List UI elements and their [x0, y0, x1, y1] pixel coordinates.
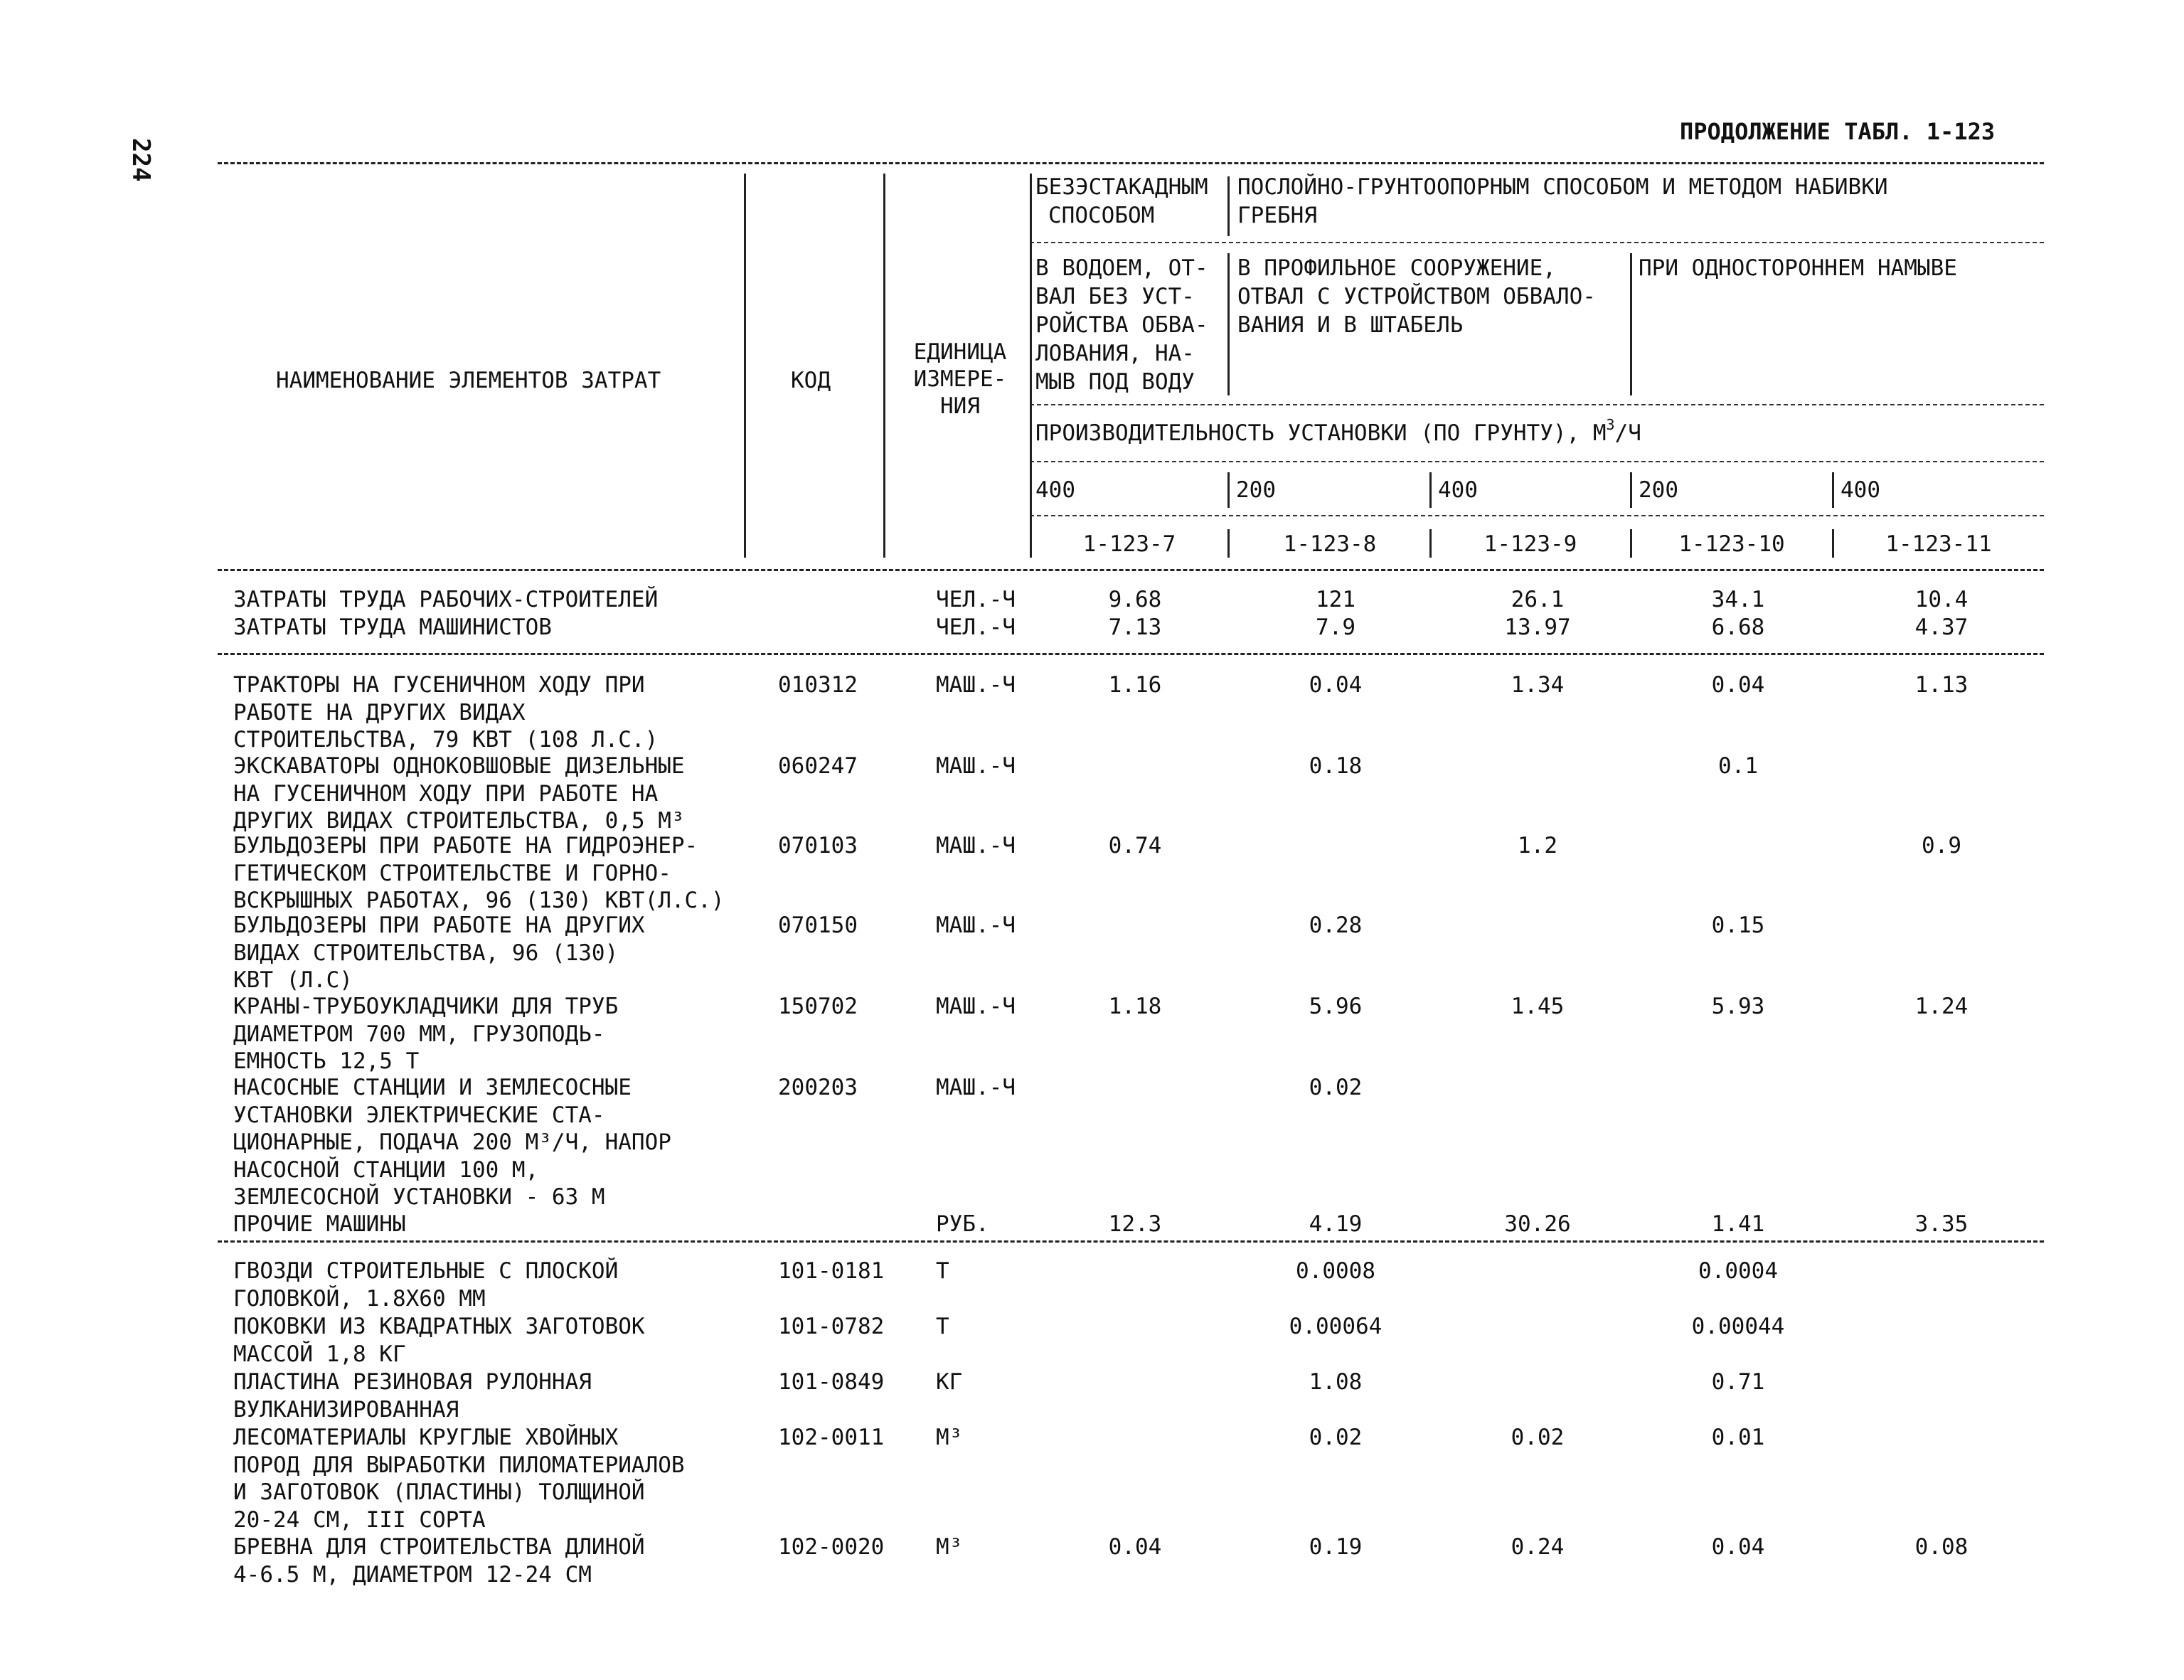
method2-line2: ГРЕБНЯ [1237, 203, 1317, 228]
dest2-line3: ВАНИЯ И В ШТАБЕЛЬ [1237, 312, 1464, 338]
row-value-1: 9.68 [1108, 587, 1162, 612]
row-value-2: 0.00064 [1289, 1314, 1383, 1339]
rate-code-5: 1-123-11 [1885, 531, 1992, 557]
row-unit: МАШ.-Ч [936, 753, 1016, 779]
row-name-line: ЦИОНАРНЫЕ, ПОДАЧА 200 М³/Ч, НАПОР [233, 1129, 671, 1156]
row-name: ЗАТРАТЫ ТРУДА МАШИНИСТОВ [233, 614, 552, 640]
row-unit: КГ [936, 1369, 963, 1395]
rate-code-2: 1-123-8 [1283, 531, 1377, 557]
row-name-line: ГВОЗДИ СТРОИТЕЛЬНЫЕ С ПЛОСКОЙ [233, 1258, 619, 1284]
row-value-3: 1.45 [1511, 994, 1565, 1019]
row-name-line: ДИАМЕТРОМ 700 ММ, ГРУЗОПОДЬ- [233, 1021, 605, 1047]
row-name-line: РАБОТЕ НА ДРУГИХ ВИДАХ [233, 699, 526, 725]
row-name-line: ЕМНОСТЬ 12,5 Т [233, 1048, 420, 1075]
method1-line2: СПОСОБОМ [1048, 203, 1155, 228]
rate-code-1: 1-123-7 [1082, 531, 1176, 557]
row-value-2: 7.9 [1316, 614, 1355, 640]
dest1-line1: В ВОДОЕМ, ОТ- [1035, 255, 1208, 281]
capacity-3: 400 [1438, 477, 1478, 503]
row-code: 102-0011 [778, 1425, 885, 1450]
row-value-4: 0.04 [1711, 1534, 1765, 1560]
row-value-2: 0.18 [1309, 753, 1363, 779]
row-unit: МАШ.-Ч [936, 913, 1016, 938]
row-name-line: СТРОИТЕЛЬСТВА, 79 КВТ (108 Л.С.) [233, 727, 659, 753]
header-rule-3 [1030, 461, 2044, 462]
dest2-line1: В ПРОФИЛЬНОЕ СООРУЖЕНИЕ, [1237, 255, 1556, 281]
row-value-4: 0.01 [1711, 1425, 1765, 1450]
row-unit: М³ [936, 1534, 963, 1560]
header-vline-dest1 [1227, 253, 1230, 395]
row-value-5: 0.9 [1922, 833, 1961, 858]
row-name-line: БРЕВНА ДЛЯ СТРОИТЕЛЬСТВА ДЛИНОЙ [233, 1534, 645, 1560]
row-value-5: 1.13 [1914, 672, 1969, 698]
row-value-2: 0.19 [1309, 1534, 1363, 1560]
row-name-line: ВУЛКАНИЗИРОВАННАЯ [233, 1396, 459, 1423]
header-vline-method [1227, 176, 1230, 236]
row-value-4: 0.04 [1711, 672, 1765, 698]
rate-code-3: 1-123-9 [1483, 531, 1577, 557]
row-name-line: ЗЕМЛЕСОСНОЙ УСТАНОВКИ - 63 М [233, 1184, 605, 1211]
labor-bottom-rule [218, 653, 2044, 655]
row-unit: МАШ.-Ч [936, 1075, 1016, 1100]
row-unit: ЧЕЛ.-Ч [936, 614, 1016, 640]
row-value-4: 6.68 [1711, 614, 1765, 640]
dest1-line2: ВАЛ БЕЗ УСТ- [1035, 284, 1195, 309]
row-value-3: 30.26 [1504, 1211, 1571, 1237]
row-unit: МАШ.-Ч [936, 672, 1016, 698]
row-value-3: 26.1 [1511, 587, 1565, 612]
capacity-5: 400 [1841, 477, 1880, 503]
row-value-5: 4.37 [1914, 614, 1969, 640]
header-vline-cap3 [1630, 472, 1632, 508]
row-value-2: 5.96 [1309, 994, 1363, 1019]
row-name-line: ПЛАСТИНА РЕЗИНОВАЯ РУЛОННАЯ [233, 1369, 592, 1395]
row-name-line: НАСОСНЫЕ СТАНЦИИ И ЗЕМЛЕСОСНЫЕ [233, 1075, 632, 1100]
row-name-line: ВИДАХ СТРОИТЕЛЬСТВА, 96 (130) [233, 940, 619, 966]
row-code: 200203 [778, 1075, 858, 1100]
row-value-1: 1.18 [1108, 994, 1162, 1019]
row-name-line: ДРУГИХ ВИДАХ СТРОИТЕЛЬСТВА, 0,5 М³ [233, 808, 685, 834]
row-value-5: 1.24 [1914, 994, 1969, 1019]
col-header-name: НАИМЕНОВАНИЕ ЭЛЕМЕНТОВ ЗАТРАТ [276, 368, 661, 393]
col-header-code: КОД [791, 368, 831, 393]
dest1-line3: РОЙСТВА ОБВА- [1035, 312, 1208, 338]
dest1-line4: ЛОВАНИЯ, НА- [1035, 341, 1195, 366]
row-value-3: 13.97 [1504, 614, 1571, 640]
row-name-line: ЭКСКАВАТОРЫ ОДНОКОВШОВЫЕ ДИЗЕЛЬНЫЕ [233, 753, 685, 779]
row-value-5: 3.35 [1914, 1211, 1969, 1237]
row-name-line: ГОЛОВКОЙ, 1.8X60 ММ [233, 1285, 486, 1312]
row-value-2: 0.0008 [1296, 1258, 1375, 1284]
continuation-title: ПРОДОЛЖЕНИЕ ТАБЛ. 1-123 [1680, 118, 1996, 145]
row-value-1: 12.3 [1108, 1211, 1162, 1237]
row-name: ЗАТРАТЫ ТРУДА РАБОЧИХ-СТРОИТЕЛЕЙ [233, 587, 659, 612]
dest2-line2: ОТВАЛ С УСТРОЙСТВОМ ОБВАЛО- [1237, 284, 1596, 309]
row-code: 101-0782 [778, 1314, 885, 1339]
row-code: 010312 [778, 672, 858, 698]
row-value-3: 0.24 [1511, 1534, 1565, 1560]
header-vline-unit [1030, 174, 1032, 558]
row-unit: РУБ. [936, 1211, 989, 1237]
row-name-line: ТРАКТОРЫ НА ГУСЕНИЧНОМ ХОДУ ПРИ [233, 672, 645, 698]
row-name-line: 20-24 СМ, III СОРТА [233, 1506, 486, 1533]
capacity-1: 400 [1035, 477, 1075, 503]
row-unit: М³ [936, 1425, 963, 1450]
row-value-4: 0.0004 [1698, 1258, 1778, 1284]
capacity-2: 200 [1236, 477, 1276, 503]
row-name-line: КВТ (Л.С) [233, 967, 353, 994]
row-unit: МАШ.-Ч [936, 833, 1016, 858]
row-value-2: 0.28 [1309, 913, 1363, 938]
header-vline-code [883, 174, 885, 558]
row-value-4: 34.1 [1711, 587, 1765, 612]
row-code: 101-0181 [778, 1258, 885, 1284]
productivity-label: ПРОИЗВОДИТЕЛЬНОСТЬ УСТАНОВКИ (ПО ГРУНТУ), $М^3/Ч$ [1035, 415, 1641, 446]
header-vline-code1 [1227, 529, 1230, 558]
table-top-rule [218, 162, 2044, 164]
row-name-line: НАСОСНОЙ СТАНЦИИ 100 М, [233, 1157, 539, 1183]
row-value-2: 0.02 [1309, 1425, 1363, 1450]
col-header-unit-1: ЕДИНИЦА [913, 339, 1007, 365]
page-number: 224 [127, 138, 155, 182]
row-unit: МАШ.-Ч [936, 994, 1016, 1019]
row-name-line: НА ГУСЕНИЧНОМ ХОДУ ПРИ РАБОТЕ НА [233, 780, 659, 807]
row-name-line: МАССОЙ 1,8 КГ [233, 1341, 406, 1367]
row-name-line: ПОКОВКИ ИЗ КВАДРАТНЫХ ЗАГОТОВОК [233, 1314, 645, 1339]
row-unit: Т [936, 1314, 949, 1339]
row-value-2: 121 [1316, 587, 1355, 612]
row-name-line: ПОРОД ДЛЯ ВЫРАБОТКИ ПИЛОМАТЕРИАЛОВ [233, 1452, 685, 1478]
row-value-5: 10.4 [1914, 587, 1969, 612]
row-value-2: 0.02 [1309, 1075, 1363, 1100]
row-value-5: 0.08 [1914, 1534, 1969, 1560]
col-header-unit-2: ИЗМЕРЕ- [913, 366, 1007, 392]
header-rule-1 [1030, 242, 2044, 243]
row-name-line: БУЛЬДОЗЕРЫ ПРИ РАБОТЕ НА ДРУГИХ [233, 913, 645, 938]
row-name-line: 4-6.5 М, ДИАМЕТРОМ 12-24 СМ [233, 1561, 592, 1588]
col-header-unit-3: НИЯ [940, 393, 980, 419]
row-value-1: 1.16 [1108, 672, 1162, 698]
row-name-line: И ЗАГОТОВОК (ПЛАСТИНЫ) ТОЛЩИНОЙ [233, 1479, 645, 1506]
row-unit: ЧЕЛ.-Ч [936, 587, 1016, 612]
header-vline-cap1 [1227, 472, 1230, 508]
row-name-line: УСТАНОВКИ ЭЛЕКТРИЧЕСКИЕ СТА- [233, 1102, 605, 1128]
row-value-4: 0.1 [1718, 753, 1758, 779]
row-name-line: КРАНЫ-ТРУБОУКЛАДЧИКИ ДЛЯ ТРУБ [233, 994, 619, 1019]
row-value-3: 1.34 [1511, 672, 1565, 698]
method1-line1: БЕЗЭСТАКАДНЫМ [1035, 174, 1208, 200]
row-code: 101-0849 [778, 1369, 885, 1395]
row-unit: Т [936, 1258, 949, 1284]
row-name-line: ГЕТИЧЕСКОМ СТРОИТЕЛЬСТВЕ И ГОРНО- [233, 860, 671, 886]
machines-bottom-rule [218, 1240, 2044, 1243]
row-value-4: 5.93 [1711, 994, 1765, 1019]
dest1-line5: МЫВ ПОД ВОДУ [1035, 369, 1195, 395]
row-value-4: 0.71 [1711, 1369, 1765, 1395]
row-value-1: 0.04 [1108, 1534, 1162, 1560]
header-vline-cap2 [1429, 472, 1432, 508]
header-rule-4 [1030, 515, 2044, 516]
row-value-3: 1.2 [1518, 833, 1557, 858]
row-value-2: 4.19 [1309, 1211, 1363, 1237]
row-code: 060247 [778, 753, 858, 779]
row-value-3: 0.02 [1511, 1425, 1565, 1450]
row-name-line: ЛЕСОМАТЕРИАЛЫ КРУГЛЫЕ ХВОЙНЫХ [233, 1425, 619, 1450]
header-vline-dest2 [1630, 253, 1632, 395]
row-value-1: 0.74 [1108, 833, 1162, 858]
row-code: 070103 [778, 833, 858, 858]
row-code: 070150 [778, 913, 858, 938]
row-value-1: 7.13 [1108, 614, 1162, 640]
row-name-line: БУЛЬДОЗЕРЫ ПРИ РАБОТЕ НА ГИДРОЭНЕР- [233, 833, 698, 858]
header-bottom-rule [218, 569, 2044, 571]
row-code: 150702 [778, 994, 858, 1019]
header-vline-name [744, 174, 746, 558]
row-value-2: 1.08 [1309, 1369, 1363, 1395]
dest3-line1: ПРИ ОДНОСТОРОННЕМ НАМЫВЕ [1639, 255, 1957, 281]
row-name-line: ВСКРЫШНЫХ РАБОТАХ, 96 (130) КВТ(Л.С.) [233, 888, 725, 914]
row-value-2: 0.04 [1309, 672, 1363, 698]
row-value-4: 1.41 [1711, 1211, 1765, 1237]
capacity-4: 200 [1639, 477, 1678, 503]
method2-line1: ПОСЛОЙНО-ГРУНТООПОРНЫМ СПОСОБОМ И МЕТОДОМ НАБИВКИ [1237, 174, 1888, 200]
rate-code-4: 1-123-10 [1678, 531, 1785, 557]
row-name-line: ПРОЧИЕ МАШИНЫ [233, 1211, 406, 1237]
row-value-4: 0.00044 [1691, 1314, 1785, 1339]
row-code: 102-0020 [778, 1534, 885, 1560]
header-rule-2 [1030, 404, 2044, 405]
row-value-4: 0.15 [1711, 913, 1765, 938]
header-vline-cap4 [1832, 472, 1834, 508]
